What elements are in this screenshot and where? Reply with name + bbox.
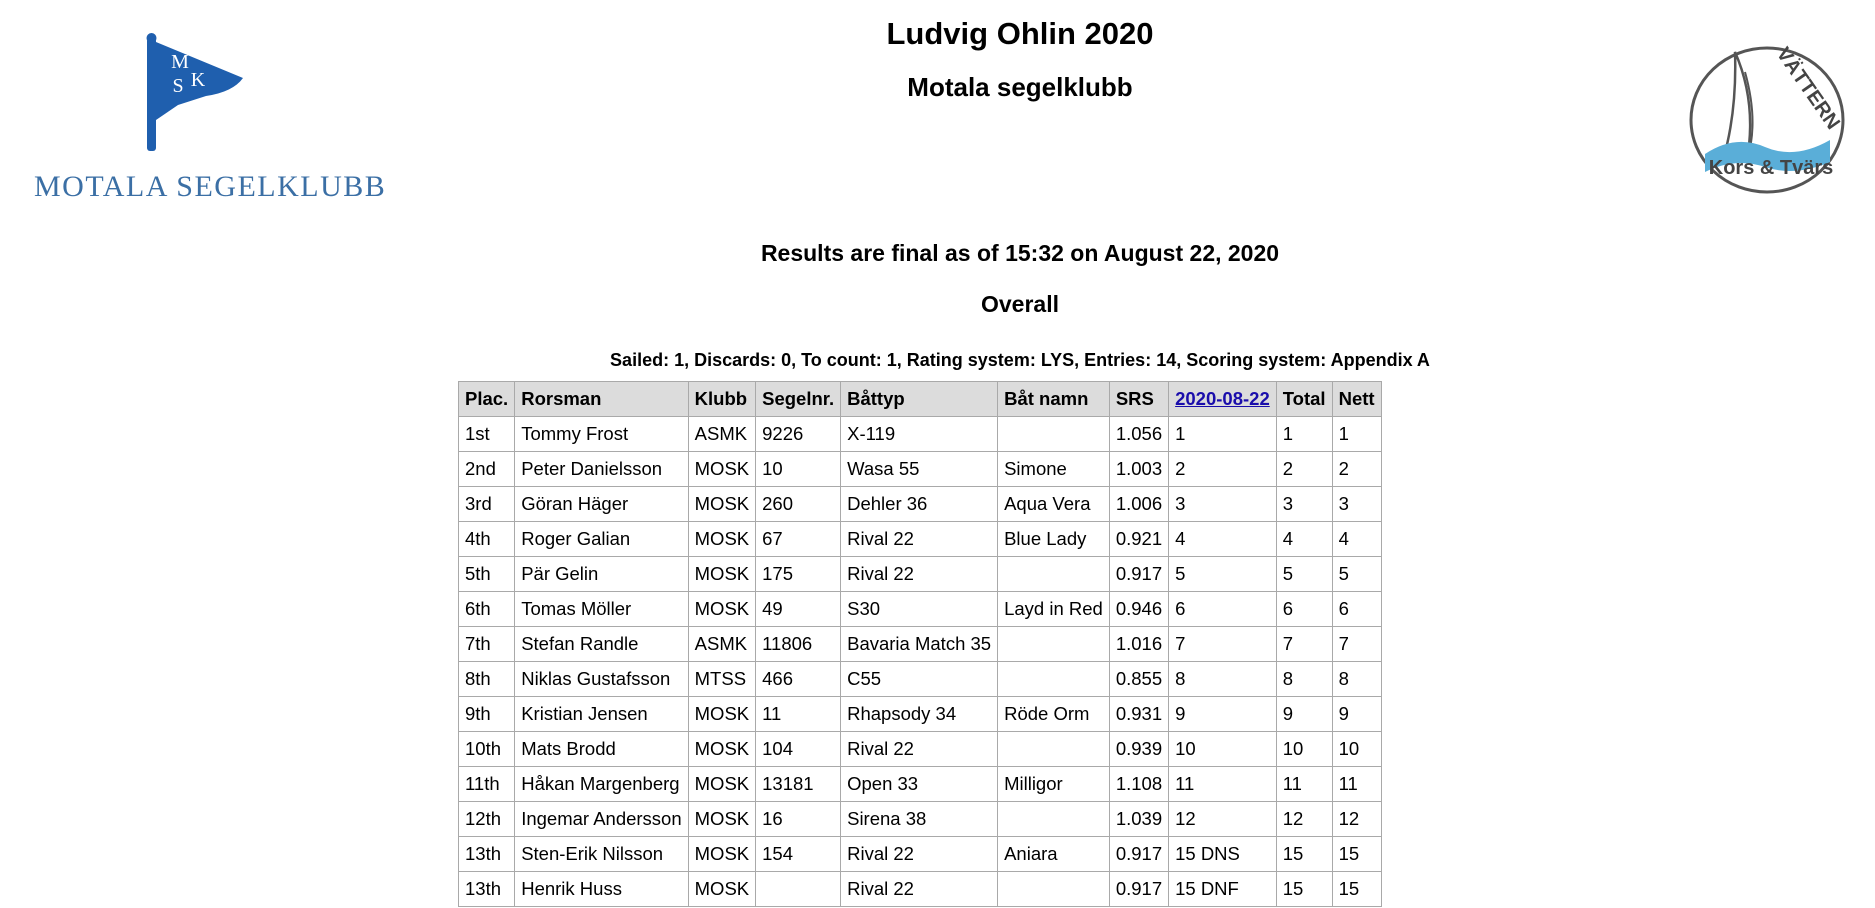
race-score-cell: 11 (1169, 767, 1277, 802)
sail-number-cell: 154 (756, 837, 841, 872)
results-status: Results are final as of 15:32 on August 22, 2020 (760, 240, 1280, 266)
total-cell: 3 (1276, 487, 1332, 522)
race-score-cell: 6 (1169, 592, 1277, 627)
section-title: Overall (981, 291, 1059, 317)
srs-cell: 1.003 (1109, 452, 1168, 487)
nett-cell: 5 (1332, 557, 1381, 592)
club-cell: ASMK (688, 417, 755, 452)
boat-name-cell: Aqua Vera (998, 487, 1110, 522)
helmsman-cell: Ingemar Andersson (515, 802, 688, 837)
table-row (459, 662, 1382, 697)
boat-type-cell: Rival 22 (841, 872, 998, 907)
svg-text:M: M (171, 51, 189, 73)
helmsman-cell: Roger Galian (515, 522, 688, 557)
boat-name-cell: Simone (998, 452, 1110, 487)
nett-cell: 4 (1332, 522, 1381, 557)
srs-cell: 1.006 (1109, 487, 1168, 522)
boat-type-cell: C55 (841, 662, 998, 697)
race-score-cell: 7 (1169, 627, 1277, 662)
club-cell: MOSK (688, 452, 755, 487)
place-cell: 9th (459, 697, 515, 732)
club-cell: MOSK (688, 522, 755, 557)
race-score-cell: 15 DNF (1169, 872, 1277, 907)
club-cell: MOSK (688, 837, 755, 872)
table-row (459, 837, 1382, 872)
nett-cell: 11 (1332, 767, 1381, 802)
club-cell: ASMK (688, 627, 755, 662)
nett-cell: 12 (1332, 802, 1381, 837)
boat-type-cell: Rival 22 (841, 732, 998, 767)
table-row (459, 697, 1382, 732)
club-cell: MTSS (688, 662, 755, 697)
helmsman-cell: Niklas Gustafsson (515, 662, 688, 697)
total-cell: 1 (1276, 417, 1332, 452)
nett-cell: 8 (1332, 662, 1381, 697)
boat-type-cell: Rival 22 (841, 522, 998, 557)
club-cell: MOSK (688, 697, 755, 732)
table-row (459, 557, 1382, 592)
helmsman-cell: Stefan Randle (515, 627, 688, 662)
club-cell: MOSK (688, 487, 755, 522)
total-cell: 9 (1276, 697, 1332, 732)
col-header-club: Klubb (688, 382, 755, 417)
vattern-kors-tvars-logo (1685, 42, 1850, 197)
nett-cell: 2 (1332, 452, 1381, 487)
nett-cell: 9 (1332, 697, 1381, 732)
svg-text:K: K (190, 69, 206, 91)
srs-cell: 0.931 (1109, 697, 1168, 732)
boat-type-cell: Dehler 36 (841, 487, 998, 522)
col-header-boat-name: Båt namn (998, 382, 1110, 417)
srs-cell: 0.939 (1109, 732, 1168, 767)
race-score-cell: 10 (1169, 732, 1277, 767)
page-title: Ludvig Ohlin 2020 (886, 16, 1154, 51)
place-cell: 13th (459, 837, 515, 872)
race-score-cell: 9 (1169, 697, 1277, 732)
club-cell: MOSK (688, 732, 755, 767)
sail-number-cell: 11 (756, 697, 841, 732)
table-row (459, 767, 1382, 802)
logo-club-text: MOTALA SEGELKLUBB (34, 170, 387, 203)
race-score-cell: 15 DNS (1169, 837, 1277, 872)
boat-name-cell (998, 557, 1110, 592)
col-header-helmsman: Rorsman (515, 382, 688, 417)
table-row (459, 872, 1382, 907)
col-header-total: Total (1276, 382, 1332, 417)
total-cell: 6 (1276, 592, 1332, 627)
total-cell: 15 (1276, 872, 1332, 907)
helmsman-cell: Håkan Margenberg (515, 767, 688, 802)
boat-name-cell: Aniara (998, 837, 1110, 872)
col-header-place: Plac. (459, 382, 515, 417)
boat-name-cell (998, 417, 1110, 452)
srs-cell: 0.946 (1109, 592, 1168, 627)
sail-number-cell: 175 (756, 557, 841, 592)
boat-type-cell: X-119 (841, 417, 998, 452)
place-cell: 8th (459, 662, 515, 697)
race-score-cell: 5 (1169, 557, 1277, 592)
srs-cell: 1.016 (1109, 627, 1168, 662)
helmsman-cell: Pär Gelin (515, 557, 688, 592)
helmsman-cell: Tommy Frost (515, 417, 688, 452)
place-cell: 6th (459, 592, 515, 627)
sail-number-cell: 104 (756, 732, 841, 767)
total-cell: 12 (1276, 802, 1332, 837)
sailboat-wave-icon (1685, 42, 1850, 197)
sail-number-cell: 67 (756, 522, 841, 557)
club-cell: MOSK (688, 557, 755, 592)
nett-cell: 1 (1332, 417, 1381, 452)
club-cell: MOSK (688, 592, 755, 627)
srs-cell: 1.108 (1109, 767, 1168, 802)
srs-cell: 1.056 (1109, 417, 1168, 452)
total-cell: 10 (1276, 732, 1332, 767)
nett-cell: 7 (1332, 627, 1381, 662)
race-score-cell: 8 (1169, 662, 1277, 697)
boat-type-cell: Wasa 55 (841, 452, 998, 487)
boat-type-cell: Open 33 (841, 767, 998, 802)
boat-type-cell: Rhapsody 34 (841, 697, 998, 732)
table-row (459, 732, 1382, 767)
sail-number-cell (756, 872, 841, 907)
helmsman-cell: Tomas Möller (515, 592, 688, 627)
club-cell: MOSK (688, 872, 755, 907)
col-header-sail-number: Segelnr. (756, 382, 841, 417)
srs-cell: 0.855 (1109, 662, 1168, 697)
nett-cell: 10 (1332, 732, 1381, 767)
boat-name-cell (998, 732, 1110, 767)
motala-segelklubb-logo (28, 30, 387, 203)
sail-number-cell: 260 (756, 487, 841, 522)
boat-type-cell: S30 (841, 592, 998, 627)
boat-name-cell: Layd in Red (998, 592, 1110, 627)
total-cell: 5 (1276, 557, 1332, 592)
place-cell: 7th (459, 627, 515, 662)
nett-cell: 15 (1332, 872, 1381, 907)
race-score-cell: 12 (1169, 802, 1277, 837)
race-score-cell: 4 (1169, 522, 1277, 557)
logo-vattern-text: VÄTTERN (1771, 43, 1845, 134)
nett-cell: 15 (1332, 837, 1381, 872)
total-cell: 2 (1276, 452, 1332, 487)
boat-name-cell: Milligor (998, 767, 1110, 802)
boat-type-cell: Rival 22 (841, 557, 998, 592)
helmsman-cell: Mats Brodd (515, 732, 688, 767)
helmsman-cell: Peter Danielsson (515, 452, 688, 487)
place-cell: 5th (459, 557, 515, 592)
nett-cell: 3 (1332, 487, 1381, 522)
race-date-link[interactable]: 2020-08-22 (1175, 388, 1270, 409)
boat-type-cell: Bavaria Match 35 (841, 627, 998, 662)
boat-name-cell (998, 802, 1110, 837)
table-row (459, 417, 1382, 452)
srs-cell: 0.921 (1109, 522, 1168, 557)
boat-type-cell: Rival 22 (841, 837, 998, 872)
place-cell: 12th (459, 802, 515, 837)
total-cell: 11 (1276, 767, 1332, 802)
boat-type-cell: Sirena 38 (841, 802, 998, 837)
helmsman-cell: Sten-Erik Nilsson (515, 837, 688, 872)
sail-number-cell: 13181 (756, 767, 841, 802)
boat-name-cell (998, 627, 1110, 662)
sail-number-cell: 9226 (756, 417, 841, 452)
srs-cell: 1.039 (1109, 802, 1168, 837)
place-cell: 10th (459, 732, 515, 767)
sail-number-cell: 49 (756, 592, 841, 627)
table-row (459, 452, 1382, 487)
table-row (459, 522, 1382, 557)
race-score-cell: 3 (1169, 487, 1277, 522)
total-cell: 4 (1276, 522, 1332, 557)
col-header-srs: SRS (1109, 382, 1168, 417)
race-score-cell: 1 (1169, 417, 1277, 452)
boat-name-cell (998, 662, 1110, 697)
srs-cell: 0.917 (1109, 837, 1168, 872)
boat-name-cell (998, 872, 1110, 907)
club-cell: MOSK (688, 802, 755, 837)
club-name: Motala segelklubb (907, 72, 1133, 102)
srs-cell: 0.917 (1109, 557, 1168, 592)
table-row (459, 627, 1382, 662)
place-cell: 11th (459, 767, 515, 802)
sail-number-cell: 466 (756, 662, 841, 697)
club-cell: MOSK (688, 767, 755, 802)
sail-number-cell: 11806 (756, 627, 841, 662)
table-header-row (459, 382, 1382, 417)
place-cell: 2nd (459, 452, 515, 487)
race-score-cell: 2 (1169, 452, 1277, 487)
place-cell: 4th (459, 522, 515, 557)
total-cell: 15 (1276, 837, 1332, 872)
col-header-nett: Nett (1332, 382, 1381, 417)
sail-number-cell: 16 (756, 802, 841, 837)
helmsman-cell: Göran Häger (515, 487, 688, 522)
srs-cell: 0.917 (1109, 872, 1168, 907)
place-cell: 13th (459, 872, 515, 907)
logo-kors-tvars-text: Kors & Tvärs (1708, 157, 1834, 179)
boat-name-cell: Röde Orm (998, 697, 1110, 732)
sail-number-cell: 10 (756, 452, 841, 487)
col-header-boat-type: Båttyp (841, 382, 998, 417)
col-header-race-date (1169, 382, 1277, 417)
table-row (459, 592, 1382, 627)
table-row (459, 487, 1382, 522)
helmsman-cell: Kristian Jensen (515, 697, 688, 732)
table-row (459, 802, 1382, 837)
helmsman-cell: Henrik Huss (515, 872, 688, 907)
total-cell: 7 (1276, 627, 1332, 662)
place-cell: 1st (459, 417, 515, 452)
place-cell: 3rd (459, 487, 515, 522)
boat-name-cell: Blue Lady (998, 522, 1110, 557)
series-summary: Sailed: 1, Discards: 0, To count: 1, Rating system: LYS, Entries: 14, Scoring system: Appendix A (610, 350, 1430, 370)
nett-cell: 6 (1332, 592, 1381, 627)
results-table (458, 381, 1382, 907)
svg-text:S: S (172, 75, 184, 97)
total-cell: 8 (1276, 662, 1332, 697)
